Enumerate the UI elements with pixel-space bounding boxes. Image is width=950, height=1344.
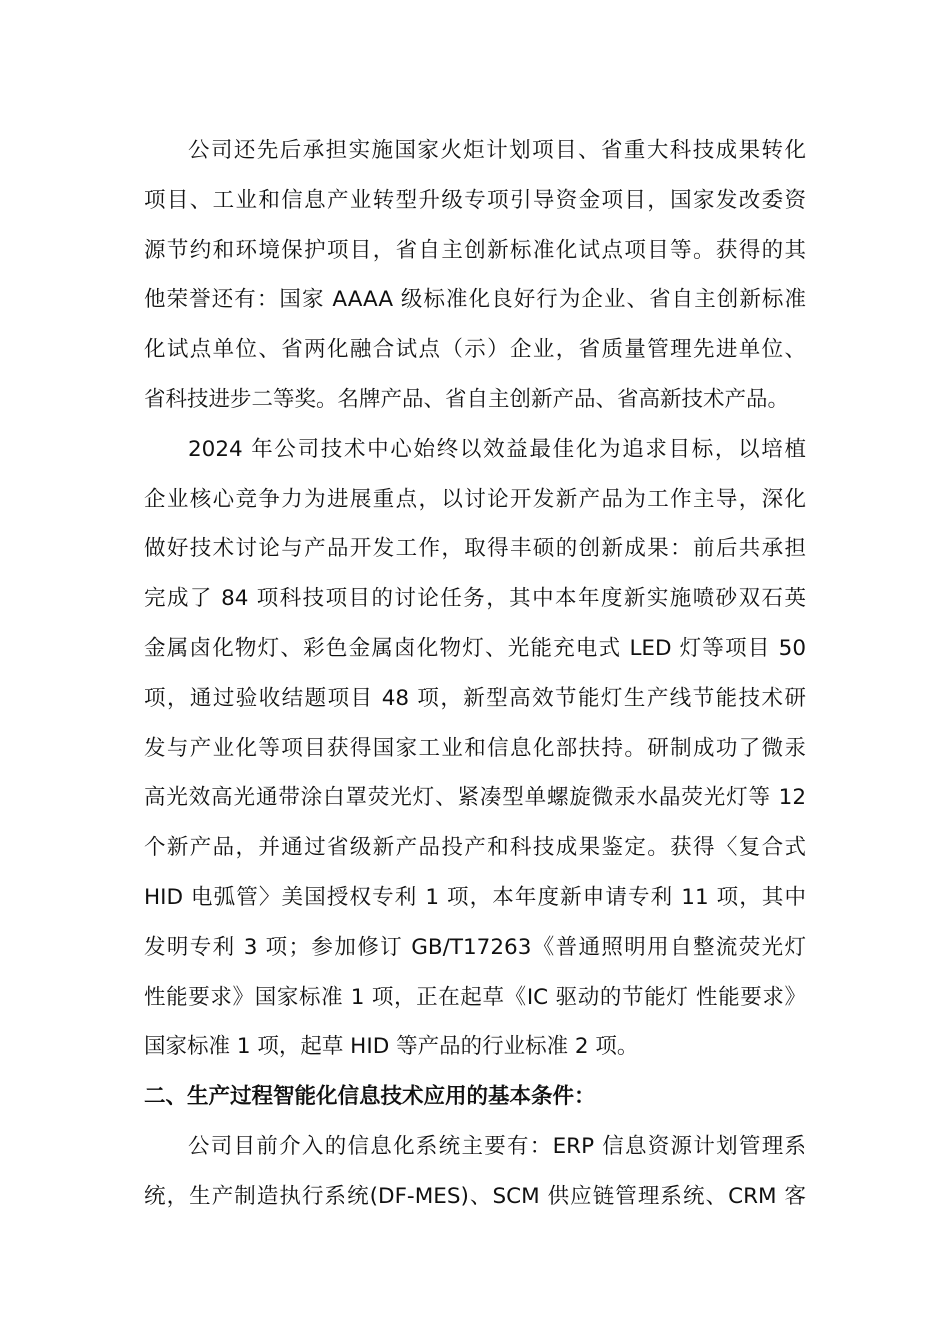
text-line: 源节约和环境保护项目，省自主创新标准化试点项目等。获得的其: [144, 237, 806, 263]
text-line: 企业核心竞争力为进展重点，以讨论开发新产品为工作主导，深化: [144, 486, 806, 512]
text-line: 他荣誉还有：国家 AAAA 级标准化良好行为企业、省自主创新标准: [144, 287, 806, 313]
text-line: 2024 年公司技术中心始终以效益最佳化为追求目标，以培植: [188, 436, 806, 462]
text-line: 金属卤化物灯、彩色金属卤化物灯、光能充电式 LED 灯等项目 50: [144, 635, 806, 661]
text-line: 做好技术讨论与产品开发工作，取得丰硕的创新成果：前后共承担: [144, 536, 806, 562]
text-line: 省科技进步二等奖。名牌产品、省自主创新产品、省高新技术产品。: [144, 386, 790, 412]
text-line: 发与产业化等项目获得国家工业和信息化部扶持。研制成功了微汞: [144, 735, 806, 761]
text-line: 性能要求》国家标准 1 项，正在起草《IC 驱动的节能灯 性能要求》: [144, 984, 806, 1010]
text-line: 国家标准 1 项，起草 HID 等产品的行业标准 2 项。: [144, 1034, 639, 1060]
text-line: 个新产品，并通过省级新产品投产和科技成果鉴定。获得〈复合式: [144, 835, 806, 861]
text-line: 公司目前介入的信息化系统主要有：ERP 信息资源计划管理系: [188, 1133, 806, 1159]
text-line: 高光效高光通带涂白罩荧光灯、紧凑型单螺旋微汞水晶荧光灯等 12: [144, 785, 806, 811]
text-line: 项目、工业和信息产业转型升级专项引导资金项目，国家发改委资: [144, 187, 806, 213]
text-line: 项，通过验收结题项目 48 项，新型高效节能灯生产线节能技术研: [144, 685, 806, 711]
text-line: 统，生产制造执行系统(DF-MES)、SCM 供应链管理系统、CRM 客: [144, 1183, 806, 1209]
text-line: 完成了 84 项科技项目的讨论任务，其中本年度新实施喷砂双石英: [144, 586, 806, 612]
text-line: 发明专利 3 项；参加修订 GB/T17263《普通照明用自整流荧光灯: [144, 934, 806, 960]
document-page: [144, 126, 806, 1222]
text-line: 公司还先后承担实施国家火炬计划项目、省重大科技成果转化: [188, 138, 806, 163]
section-heading: 二、生产过程智能化信息技术应用的基本条件：: [144, 1084, 596, 1110]
text-line: 化试点单位、省两化融合试点（示）企业，省质量管理先进单位、: [144, 337, 806, 363]
text-line: HID 电弧管〉美国授权专利 1 项，本年度新申请专利 11 项，其中: [144, 884, 806, 910]
